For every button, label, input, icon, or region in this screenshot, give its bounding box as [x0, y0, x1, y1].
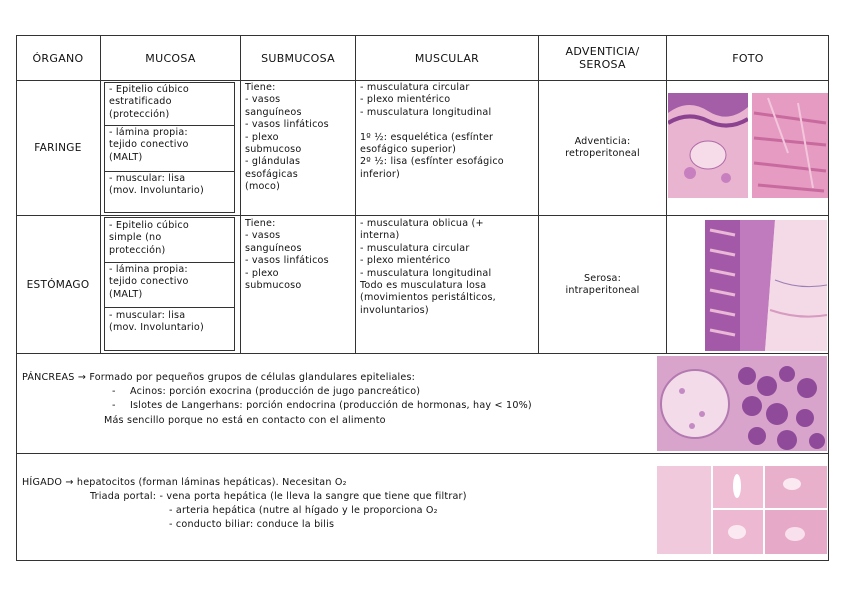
- estomago-submucosa: Tiene: - vasos sanguíneos - vasos linfáticos - plexo submucoso: [245, 218, 329, 292]
- faringe-mucosa-epitelio: - Epitelio cúbico estratificado (protección): [109, 84, 189, 120]
- header-adventicia: ADVENTICIA/ SEROSA: [565, 45, 640, 71]
- faringe-muscular: - musculatura circular - plexo mientérico - musculatura longitudinal 1º ½: esquelética (esfínter esofágico superior) 2º ½: lisa (esfínter esofágico inferior): [360, 82, 504, 180]
- pancreas-item-acinos: Acinos: porción exocrina (producción de jugo pancreático): [130, 386, 421, 397]
- pancreas-item-acinos-bullet: -: [112, 386, 116, 397]
- estomago-mucosa-sep2: [104, 307, 235, 308]
- pancreas-heading: PÁNCREAS → Formado por pequeños grupos de células glandulares epiteliales:: [22, 372, 416, 383]
- pancreas-item-islotes: Islotes de Langerhans: porción endocrina (producción de hormonas, hay < 10%): [130, 400, 532, 411]
- col-divider-4: [538, 35, 539, 353]
- header-muscular: MUSCULAR: [414, 51, 480, 65]
- faringe-histology-photo: [668, 93, 828, 198]
- col-divider-2: [240, 35, 241, 353]
- pancreas-item-islotes-bullet: -: [112, 400, 116, 411]
- estomago-muscular: - musculatura oblicua (+ interna) - musculatura circular - plexo mientérico - musculatura longitudinal Todo es musculatura losa (movimientos peristálticos, involuntarios): [360, 218, 496, 316]
- higado-arteria: - arteria hepática (nutre al hígado y le proporciona O₂: [169, 505, 438, 516]
- pancreas-note: Más sencillo porque no está en contacto con el alimento: [104, 415, 386, 426]
- row-divider-estomago: [16, 353, 829, 354]
- higado-histology-photo: [657, 466, 827, 554]
- row-divider-pancreas: [16, 453, 829, 454]
- estomago-histology-photo: [705, 220, 827, 351]
- higado-triada-vena-porta: Triada portal: - vena porta hepática (le lleva la sangre que tiene que filtrar): [90, 491, 467, 502]
- col-divider-3: [355, 35, 356, 353]
- faringe-mucosa-lamina: - lámina propia: tejido conectivo (MALT): [109, 127, 189, 163]
- header-mucosa: MUCOSA: [145, 51, 196, 65]
- pancreas-histology-photo: [657, 356, 827, 451]
- row-divider-faringe: [16, 215, 829, 216]
- higado-conducto: - conducto biliar: conduce la bilis: [169, 519, 335, 530]
- higado-heading: HÍGADO → hepatocitos (forman láminas hepáticas). Necesitan O₂: [22, 477, 347, 488]
- header-submucosa: SUBMUCOSA: [261, 51, 335, 65]
- faringe-mucosa-sep1: [104, 125, 235, 126]
- estomago-mucosa-lamina: - lámina propia: tejido conectivo (MALT): [109, 264, 189, 300]
- faringe-mucosa-sep2: [104, 171, 235, 172]
- organ-estomago: ESTÓMAGO: [26, 278, 90, 291]
- estomago-mucosa-muscular: - muscular: lisa (mov. Involuntario): [109, 310, 204, 334]
- estomago-mucosa-epitelio: - Epitelio cúbico simple (no protección): [109, 220, 189, 256]
- organ-faringe: FARINGE: [34, 142, 82, 154]
- faringe-adventicia: Adventicia: retroperitoneal: [565, 136, 640, 160]
- col-divider-5: [666, 35, 667, 353]
- header-organo: ÓRGANO: [32, 51, 84, 65]
- header-foto: FOTO: [732, 51, 764, 65]
- faringe-mucosa-muscular: - muscular: lisa (mov. Involuntario): [109, 173, 204, 197]
- estomago-serosa: Serosa: intraperitoneal: [565, 273, 640, 297]
- faringe-submucosa: Tiene: - vasos sanguíneos - vasos linfáticos - plexo submucoso - glándulas esofágicas (moco): [245, 82, 329, 193]
- header-divider: [16, 80, 829, 81]
- col-divider-1: [100, 35, 101, 353]
- estomago-mucosa-sep1: [104, 262, 235, 263]
